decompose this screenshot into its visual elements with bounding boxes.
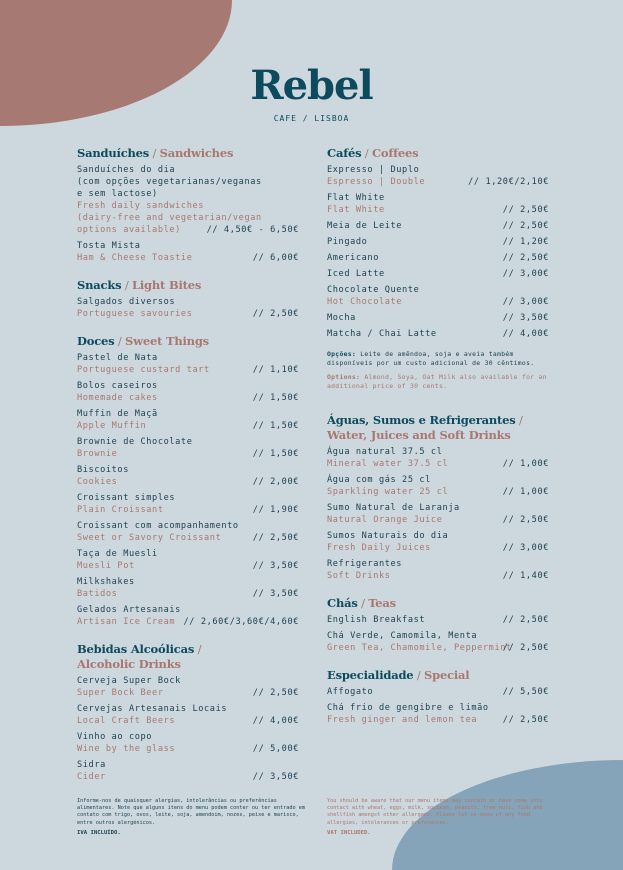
item-price: // 2,00€: [252, 477, 299, 487]
item-name-pt: Croissant com acompanhamento: [77, 521, 239, 531]
item-name-en: Hot Chocolate: [327, 297, 403, 307]
menu-item: [327, 252, 549, 264]
menu-item: [77, 604, 299, 628]
section-heading: [327, 146, 549, 161]
section-divider: /: [114, 334, 126, 348]
item-price: // 5,50€: [502, 687, 549, 697]
item-name-pt: Água natural 37.5 cl: [327, 447, 443, 457]
menu-item: [327, 328, 549, 340]
section-title-en: Sweet Things: [125, 334, 209, 348]
item-price: // 3,50€: [252, 589, 299, 599]
item-name-pt: Bolos caseiros: [77, 381, 158, 391]
item-name-pt: Sumos Naturais do dia: [327, 531, 449, 541]
item-price: // 4,00€: [252, 716, 299, 726]
section-divider: /: [357, 596, 369, 610]
item-name-pt: Cerveja Super Bock: [77, 676, 181, 686]
section-title-pt: Chás: [327, 596, 358, 610]
menu-item: [327, 702, 549, 726]
menu-item: [77, 240, 299, 264]
item-price: // 2,50€: [502, 715, 549, 725]
item-price: // 2,50€: [252, 309, 299, 319]
section-divider: /: [121, 278, 132, 292]
item-name-en: Portuguese savouries: [77, 309, 193, 319]
item-price: // 2,50€: [502, 515, 549, 525]
brand-logo: Rebel: [250, 62, 373, 109]
section-title-en: Special: [424, 668, 470, 682]
menu-item: [327, 312, 549, 324]
item-name-en: Mineral water 37.5 cl: [327, 459, 449, 469]
item-name-pt: Chá frio de gengibre e limão: [327, 703, 489, 713]
item-price: // 3,50€: [252, 561, 299, 571]
item-name-en: Ham & Cheese Toastie: [77, 253, 193, 263]
section-heading: [77, 146, 299, 161]
menu-section: [327, 146, 549, 391]
menu-section: [77, 278, 299, 320]
menu-item: [327, 192, 549, 216]
allergen-text-en: You should be aware that our menu items may contain or have come into contact with wheat, eggs, milk, soybean, peanuts, tree nuts, fish and shellfish amongst other allergens. Please let us know of any food allergies, intolerances or preferences.: [327, 798, 543, 826]
item-name-pt: Brownie de Chocolate: [77, 437, 193, 447]
item-name-pt: Tosta Mista: [77, 241, 141, 251]
section-title-en: Sandwiches: [159, 146, 234, 160]
menu-item: [77, 380, 299, 404]
menu-section: [77, 642, 299, 783]
item-name-pt: Meia de Leite: [327, 221, 403, 231]
item-price: // 1,50€: [252, 393, 299, 403]
item-price: // 2,50€: [252, 688, 299, 698]
item-name-pt: Matcha / Chai Latte: [327, 329, 437, 339]
item-name-pt: Pastel de Nata: [77, 353, 158, 363]
vat-note-pt: IVA INCLUÍDO.: [77, 829, 121, 836]
section-title-pt: Bebidas Alcoólicas: [77, 642, 195, 656]
menu-item: [77, 296, 299, 320]
item-name-en: Plain Croissant: [77, 505, 164, 515]
section-title-pt: Sanduíches: [77, 146, 150, 160]
item-name-en: Portuguese custard tart: [77, 365, 210, 375]
item-price: // 1,50€: [252, 449, 299, 459]
item-name-pt: Sumo Natural de Laranja: [327, 503, 460, 513]
section-heading: [77, 642, 299, 672]
section-heading: [327, 413, 549, 443]
item-price: // 2,50€: [502, 253, 549, 263]
menu-item: [327, 446, 549, 470]
item-name-pt: English Breakfast: [327, 615, 426, 625]
menu-section: [327, 413, 549, 582]
options-note: [327, 373, 549, 391]
item-name-pt: Sanduíches do dia (com opções vegetarianas/veganas e sem lactose): [77, 165, 262, 199]
item-price: // 2,50€: [252, 533, 299, 543]
options-text: Leite de amêndoa, soja e aveia também disponíveis por um custo adicional de 30 cêntimos.: [327, 350, 535, 367]
item-price: // 2,50€: [502, 615, 549, 625]
item-name-en: Flat White: [327, 205, 385, 215]
item-price: // 1,50€: [252, 421, 299, 431]
item-name-en: Green Tea, Chamomile, Peppermint: [327, 643, 512, 653]
menu-item: [327, 502, 549, 526]
item-price: // 3,00€: [502, 297, 549, 307]
item-price: // 3,00€: [502, 543, 549, 553]
options-text: Almond, Soya, Oat Milk also available for an additional price of 30 cents.: [327, 373, 547, 390]
menu-item: [77, 464, 299, 488]
item-name-pt: Gelados Artesanais: [77, 605, 181, 615]
menu-section: [77, 334, 299, 628]
item-name-pt: Iced Latte: [327, 269, 385, 279]
menu-item: [327, 284, 549, 308]
section-divider: /: [413, 668, 425, 682]
section-title-pt: Doces: [77, 334, 115, 348]
section-title-en: Alcoholic Drinks: [77, 657, 181, 671]
menu-item: [327, 164, 549, 188]
item-price: // 1,20€: [502, 237, 549, 247]
item-price: // 5,00€: [252, 744, 299, 754]
menu-item: [327, 268, 549, 280]
menu-item: [327, 220, 549, 232]
section-divider: /: [149, 146, 160, 160]
item-name-en: Batidos: [77, 589, 118, 599]
menu-item: [77, 164, 299, 236]
menu-item: [77, 703, 299, 727]
item-name-en: Brownie: [77, 449, 118, 459]
options-label: Opções:: [327, 350, 357, 358]
section-title-pt: Especialidade: [327, 668, 414, 682]
item-price: // 1,40€: [502, 571, 549, 581]
item-name-en: Super Bock Beer: [77, 688, 164, 698]
menu-section: [327, 668, 549, 726]
item-name-en: Wine by the glass: [77, 744, 176, 754]
item-name-pt: Chá Verde, Camomila, Menta: [327, 631, 478, 641]
item-price: // 4,00€: [502, 329, 549, 339]
item-name-pt: Salgados diversos: [77, 297, 176, 307]
menu-item: [327, 614, 549, 626]
item-name-en: Fresh Daily Juices: [327, 543, 431, 553]
item-name-pt: Vinho ao copo: [77, 732, 153, 742]
item-price: // 6,00€: [252, 253, 299, 263]
menu-column-left: [77, 146, 299, 797]
item-name-pt: Cervejas Artesanais Locais: [77, 704, 228, 714]
item-price: // 2,50€: [502, 643, 549, 653]
section-divider: /: [515, 413, 523, 427]
section-divider: /: [361, 146, 372, 160]
item-price: // 1,00€: [502, 487, 549, 497]
item-name-pt: Sidra: [77, 760, 106, 770]
section-heading: [77, 334, 299, 349]
section-heading: [327, 668, 549, 683]
menu-section: [327, 596, 549, 654]
item-name-pt: Biscoitos: [77, 465, 129, 475]
item-name-pt: Expresso | Duplo: [327, 165, 420, 175]
menu-section: [77, 146, 299, 264]
allergen-note-en: [327, 798, 562, 837]
section-title-en: Water, Juices and Soft Drinks: [327, 428, 511, 442]
item-name-pt: Muffin de Maçã: [77, 409, 158, 419]
menu-item: [77, 548, 299, 572]
item-name-en: Fresh daily sandwiches (dairy-free and vegetarian/vegan options available): [77, 201, 262, 235]
item-name-en: Artisan Ice Cream: [77, 617, 176, 627]
section-title-en: Coffees: [371, 146, 419, 160]
item-name-en: Natural Orange Juice: [327, 515, 443, 525]
section-title-en: Light Bites: [131, 278, 202, 292]
item-name-pt: Chocolate Quente: [327, 285, 420, 295]
section-title-pt: Snacks: [77, 278, 122, 292]
allergen-text-pt: Informe-nos de quaisquer alergias, intolerâncias ou preferências alimentares. Note que alguns itens do menu podem conter ou ter entrado em contato com trigo, ovos, leite, soja, amendoim, nozes, peixe e marisco, entre outros alergénicos.: [77, 798, 305, 826]
item-price: // 2,50€: [502, 221, 549, 231]
item-price: // 1,90€: [252, 505, 299, 515]
item-price: // 1,00€: [502, 459, 549, 469]
item-price: // 1,10€: [252, 365, 299, 375]
item-price: // 4,50€ - 6,50€: [206, 225, 299, 235]
menu-item: [327, 474, 549, 498]
menu-item: [327, 686, 549, 698]
item-name-en: Soft Drinks: [327, 571, 391, 581]
section-title-pt: Águas, Sumos e Refrigerantes: [327, 413, 516, 427]
menu-item: [77, 520, 299, 544]
menu-item: [77, 576, 299, 600]
menu-item: [77, 492, 299, 516]
item-name-en: Sparkling water 25 cl: [327, 487, 449, 497]
section-heading: [327, 596, 549, 611]
item-price: // 3,00€: [502, 269, 549, 279]
item-name-en: Espresso | Double: [327, 177, 426, 187]
item-name-en: Homemade cakes: [77, 393, 158, 403]
options-note: [327, 350, 549, 368]
item-name-en: Apple Muffin: [77, 421, 147, 431]
item-name-pt: Água com gás 25 cl: [327, 475, 431, 485]
allergen-note-pt: [77, 798, 312, 837]
item-name-pt: Affogato: [327, 687, 374, 697]
menu-item: [77, 731, 299, 755]
milk-options-notes: [327, 350, 549, 391]
item-name-en: Sweet or Savory Croissant: [77, 533, 222, 543]
menu-item: [77, 759, 299, 783]
item-price: // 2,50€: [502, 205, 549, 215]
menu-column-right: [327, 146, 549, 740]
item-name-en: Muesli Pot: [77, 561, 135, 571]
section-title-en: Teas: [368, 596, 396, 610]
vat-note-en: VAT INCLUDED.: [327, 829, 371, 836]
menu-item: [327, 530, 549, 554]
menu-item: [327, 558, 549, 582]
item-name-pt: Americano: [327, 253, 379, 263]
item-price: // 2,60€/3,60€/4,60€: [183, 617, 299, 627]
item-name-en: Cider: [77, 772, 106, 782]
menu-item: [77, 675, 299, 699]
section-heading: [77, 278, 299, 293]
item-name-pt: Flat White: [327, 193, 385, 203]
item-name-en: Cookies: [77, 477, 118, 487]
menu-item: [327, 236, 549, 248]
item-price: // 3,50€: [252, 772, 299, 782]
item-name-en: Fresh ginger and lemon tea: [327, 715, 478, 725]
brand-subtitle: CAFE / LISBOA: [273, 114, 350, 123]
item-name-pt: Mocha: [327, 313, 356, 323]
item-name-pt: Refrigerantes: [327, 559, 403, 569]
options-label: Options:: [327, 373, 361, 381]
item-price: // 1,20€/2,10€: [468, 177, 549, 187]
section-divider: /: [194, 642, 202, 656]
item-name-en: Local Craft Beers: [77, 716, 176, 726]
item-name-pt: Croissant simples: [77, 493, 176, 503]
item-name-pt: Milkshakes: [77, 577, 135, 587]
item-price: // 3,50€: [502, 313, 549, 323]
item-name-pt: Taça de Muesli: [77, 549, 158, 559]
menu-item: [77, 352, 299, 376]
item-name-pt: Pingado: [327, 237, 368, 247]
menu-item: [77, 436, 299, 460]
menu-item: [77, 408, 299, 432]
section-title-pt: Cafés: [327, 146, 362, 160]
menu-item: [327, 630, 549, 654]
